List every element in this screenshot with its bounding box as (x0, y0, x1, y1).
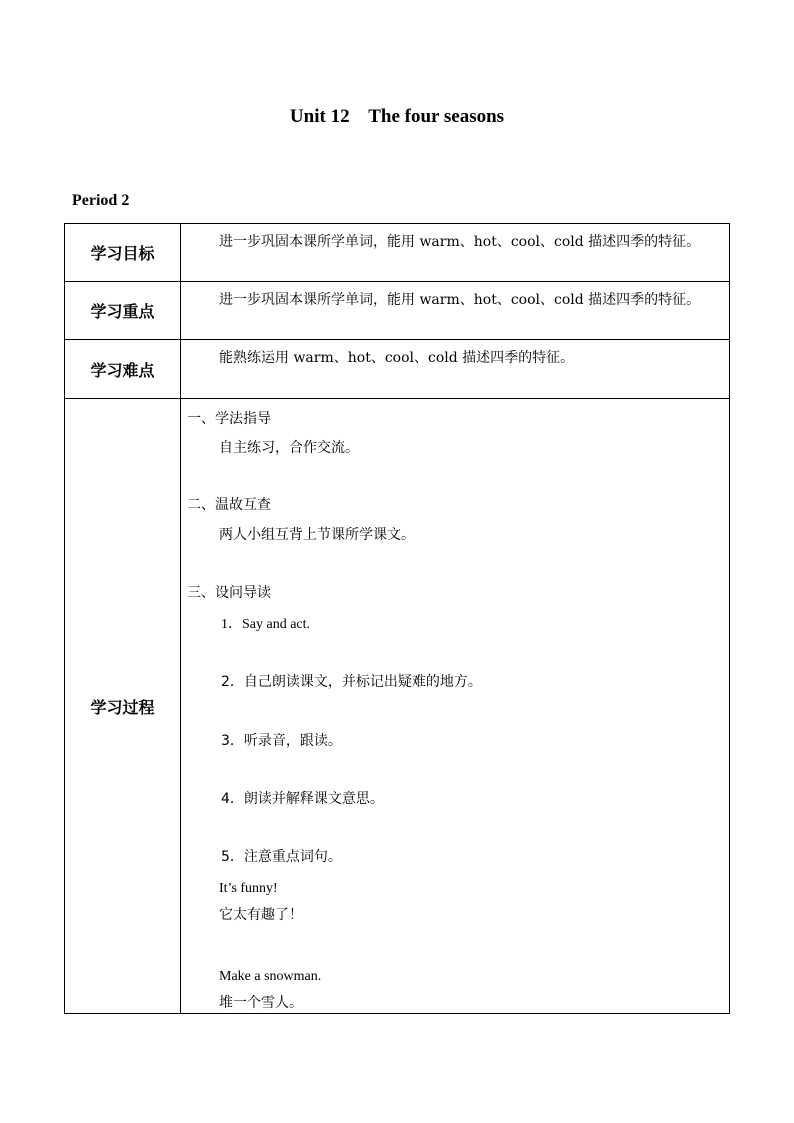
row-content-process (181, 399, 730, 1014)
section-1-text: 自主练习，合作交流。 (219, 440, 359, 456)
section-2-heading: 二、温故互查 (187, 497, 271, 513)
step-4: 4．朗读并解释课文意思。 (221, 791, 384, 807)
step-3: 3．听录音，跟读。 (221, 733, 342, 749)
objectives-text: 进一步巩固本课所学单词，能用 warm、hot、cool、cold 描述四季的特征。 (219, 234, 701, 250)
table-row (65, 399, 730, 1014)
step-5: 5．注意重点词句。 (221, 849, 342, 865)
section-1-heading: 一、学法指导 (187, 411, 271, 427)
section-2-text: 两人小组互背上节课所学课文。 (219, 527, 415, 543)
row-label-process: 学习过程 (65, 399, 181, 1014)
step-1: 1．Say and act. (221, 617, 311, 632)
period-label: Period 2 (72, 192, 130, 209)
phrase-2-english: Make a snowman. (219, 969, 322, 984)
page-title: Unit 12 The four seasons (289, 106, 505, 127)
table-row (65, 282, 730, 340)
section-3-heading: 三、设问导读 (187, 585, 271, 601)
difficulties-text: 能熟练运用 warm、hot、cool、cold 描述四季的特征。 (219, 350, 575, 366)
key-points-text: 进一步巩固本课所学单词，能用 warm、hot、cool、cold 描述四季的特征。 (219, 292, 701, 308)
step-2: 2．自己朗读课文，并标记出疑难的地方。 (221, 674, 482, 690)
row-content-key-points (181, 282, 730, 340)
row-label-difficulties: 学习难点 (65, 340, 181, 399)
lesson-plan-table (64, 223, 730, 1014)
table-row (65, 340, 730, 399)
row-label-key-points: 学习重点 (65, 282, 181, 340)
phrase-1-english: It’s funny! (219, 881, 278, 896)
row-content-difficulties (181, 340, 730, 399)
row-label-objectives: 学习目标 (65, 224, 181, 282)
phrase-2-chinese: 堆一个雪人。 (219, 995, 303, 1011)
row-content-objectives (181, 224, 730, 282)
phrase-1-chinese: 它太有趣了！ (219, 907, 303, 923)
table-row (65, 224, 730, 282)
